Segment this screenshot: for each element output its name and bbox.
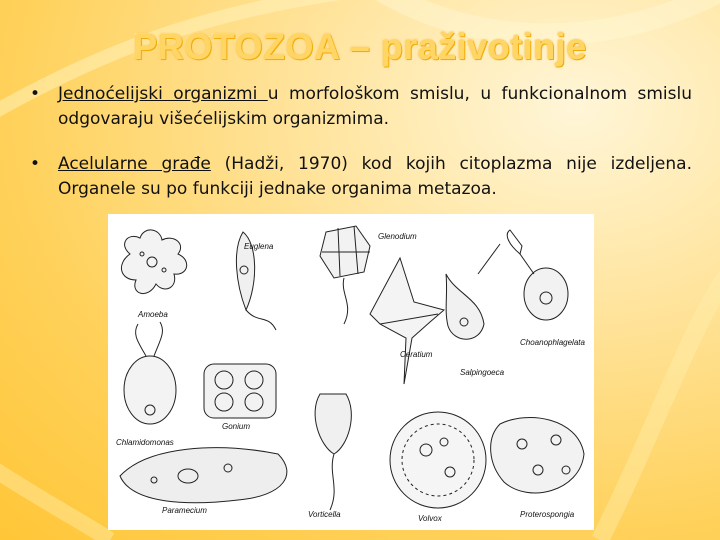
label-ceratium: Ceratium	[400, 350, 433, 359]
label-chlamidomonas: Chlamidomonas	[116, 438, 174, 447]
glenodium-drawing	[320, 226, 370, 324]
bullet-text: u morfološkom smislu, u funkcionalnom smislu odgovaraju višećelijskim organizmima.	[58, 84, 692, 129]
label-euglena: Euglena	[244, 242, 274, 251]
bullet-underlined-term: Jednoćelijski organizmi	[58, 84, 268, 104]
choanophlagelata-drawing	[507, 230, 568, 320]
gonium-drawing	[204, 364, 276, 418]
volvox-drawing	[390, 412, 486, 508]
ceratium-drawing	[370, 258, 444, 384]
slide-title: PROTOZOA – praživotinje	[133, 26, 587, 67]
proterospongia-drawing	[491, 417, 584, 492]
bullet-dot: •	[30, 154, 41, 174]
label-glenodium: Glenodium	[378, 232, 417, 241]
paramecium-drawing	[120, 448, 287, 503]
label-paramecium: Paramecium	[162, 506, 207, 515]
bullet-list	[30, 82, 692, 222]
salpingoeca-drawing	[446, 244, 500, 339]
label-salpingoeca: Salpingoeca	[460, 368, 505, 377]
bullet-item	[30, 152, 692, 202]
bullet-text: (Hadži, 1970) kod kojih citoplazma nije izdeljena. Organele su po funkciji jednake organima metazoa.	[58, 154, 692, 199]
bullet-underlined-term: Acelularne građe	[58, 154, 211, 174]
label-volvox: Volvox	[418, 514, 442, 523]
label-proterospongia: Proterospongia	[520, 510, 575, 519]
label-vorticella: Vorticella	[308, 510, 341, 519]
label-gonium: Gonium	[222, 422, 251, 431]
amoeba-drawing	[121, 230, 186, 294]
label-amoeba: Amoeba	[138, 310, 168, 319]
bullet-dot: •	[30, 84, 41, 104]
label-choanophlagelata: Choanophlagelata	[520, 338, 585, 347]
vorticella-drawing	[315, 394, 351, 510]
chlamidomonas-drawing	[124, 322, 176, 424]
bullet-item	[30, 82, 692, 132]
protozoa-illustration	[108, 214, 594, 530]
